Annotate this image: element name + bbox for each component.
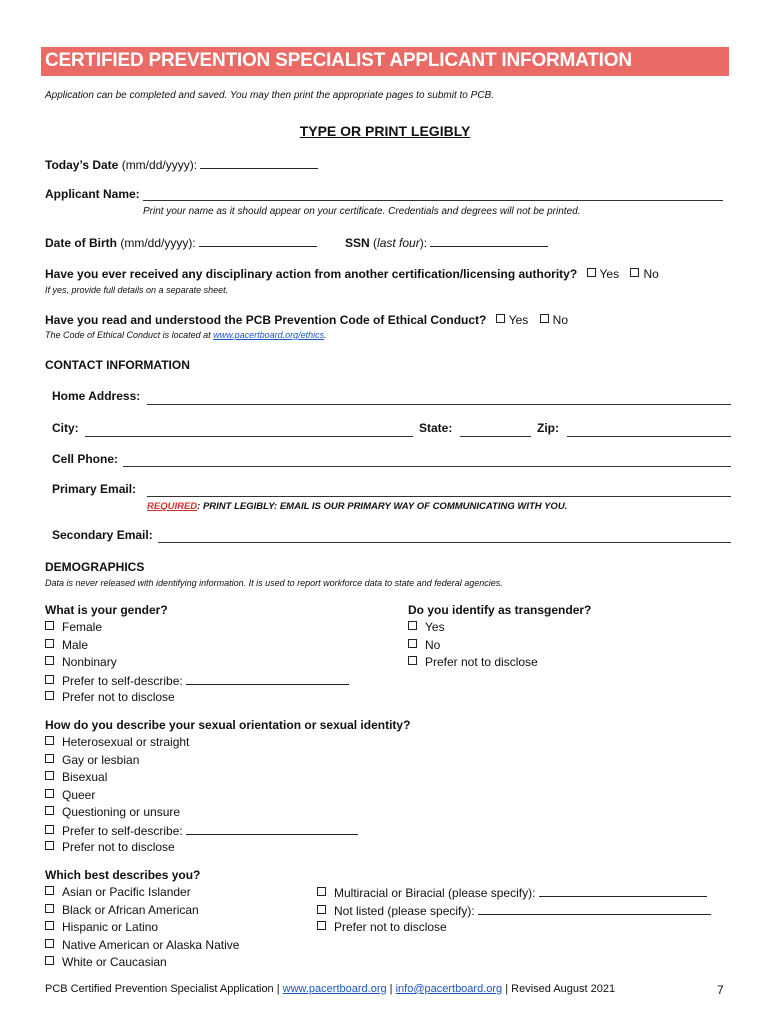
race-checkbox[interactable] <box>45 939 54 948</box>
race-checkbox[interactable] <box>45 921 54 930</box>
transgender-prefer-not-checkbox[interactable] <box>408 656 417 665</box>
disciplinary-row <box>45 267 659 281</box>
disciplinary-note: If yes, provide full details on a separate sheet. <box>45 285 229 295</box>
ethics-note <box>45 330 327 340</box>
option-label: Native American or Alaska Native <box>62 937 240 952</box>
orientation-option <box>45 823 358 841</box>
home-address-field[interactable] <box>147 404 731 405</box>
race-checkbox[interactable] <box>45 886 54 895</box>
cell-phone-label: Cell Phone: <box>52 452 119 466</box>
option-label: Prefer not to disclose <box>62 840 175 854</box>
orientation-option <box>45 788 358 806</box>
orientation-question: How do you describe your sexual orientation or sexual identity? <box>45 718 411 732</box>
transgender-options <box>408 620 538 673</box>
transgender-question: Do you identify as transgender? <box>408 603 592 617</box>
completion-note: Application can be completed and saved. You may then print the appropriate pages to submit to PCB. <box>45 90 494 101</box>
orientation-option <box>45 770 358 788</box>
gender-option <box>45 673 349 691</box>
ethics-question: Have you read and understood the PCB Prevention Code of Ethical Conduct? <box>45 313 487 327</box>
ethics-yes-label: Yes <box>508 313 529 327</box>
option-label: Prefer not to disclose <box>334 920 447 934</box>
ssn-paren-close: ): <box>419 236 428 250</box>
state-label: State: <box>419 421 453 435</box>
race-option <box>317 903 711 921</box>
applicant-name-hint: Print your name as it should appear on your certificate. Credentials and degrees will not be printed. <box>143 206 581 217</box>
race-checkbox[interactable] <box>317 887 326 896</box>
disciplinary-yes-label: Yes <box>599 267 620 281</box>
secondary-email-field[interactable] <box>158 542 731 543</box>
gender-option <box>45 620 349 638</box>
option-label: Bisexual <box>62 770 108 784</box>
race-option <box>317 920 711 938</box>
ethics-note-suffix: . <box>324 330 327 340</box>
zip-label: Zip: <box>537 421 559 435</box>
footer <box>45 983 615 995</box>
ethics-no-checkbox[interactable] <box>540 314 549 323</box>
page-number: 7 <box>717 983 724 997</box>
option-label: Female <box>62 620 103 634</box>
ethics-link[interactable]: www.pacertboard.org/ethics <box>213 330 325 340</box>
orientation-option <box>45 735 358 753</box>
transgender-yes-checkbox[interactable] <box>408 621 417 630</box>
ethics-note-prefix: The Code of Ethical Conduct is located at <box>45 330 214 340</box>
todays-date-label: Today’s Date <box>45 158 119 172</box>
ethics-row <box>45 313 568 327</box>
ethics-no-label: No <box>552 313 568 327</box>
applicant-name-label: Applicant Name: <box>45 187 140 201</box>
race-option <box>45 938 239 956</box>
orientation-checkbox[interactable] <box>45 736 54 745</box>
option-label: Male <box>62 637 89 652</box>
state-field[interactable] <box>460 436 531 437</box>
demographics-note: Data is never released with identifying information. It is used to report workforce data to state and federal agencies. <box>45 578 503 588</box>
footer-email-link[interactable]: info@pacertboard.org <box>395 983 503 995</box>
race-checkbox[interactable] <box>45 904 54 913</box>
disciplinary-no-label: No <box>643 267 659 281</box>
race-option <box>45 885 239 903</box>
option-label: Yes <box>425 620 445 634</box>
race-option <box>45 955 239 973</box>
todays-date-row <box>45 157 318 172</box>
gender-female-checkbox[interactable] <box>45 621 54 630</box>
footer-site-link[interactable]: www.pacertboard.org <box>282 983 387 995</box>
dob-row <box>45 235 317 250</box>
race-option <box>45 920 239 938</box>
demographics-heading: DEMOGRAPHICS <box>45 560 145 574</box>
race-option <box>317 885 711 903</box>
orientation-checkbox[interactable] <box>45 771 54 780</box>
zip-field[interactable] <box>567 436 731 437</box>
city-label: City: <box>52 421 79 435</box>
transgender-option <box>408 638 538 656</box>
gender-option <box>45 690 349 708</box>
orientation-checkbox[interactable] <box>45 806 54 815</box>
title-banner <box>41 47 729 76</box>
option-label: Asian or Pacific Islander <box>62 885 191 899</box>
option-label: Multiracial or Biracial (please specify): <box>334 886 539 900</box>
required-note <box>147 501 567 512</box>
footer-text: PCB Certified Prevention Specialist Application | <box>45 983 283 995</box>
race-checkbox[interactable] <box>45 956 54 965</box>
contact-heading: CONTACT INFORMATION <box>45 358 190 372</box>
required-label: REQUIRED <box>147 501 198 512</box>
gender-prefer-not-checkbox[interactable] <box>45 691 54 700</box>
ssn-hint: last four <box>377 236 420 250</box>
transgender-option <box>408 620 538 638</box>
dob-format: (mm/dd/yyyy): <box>117 236 196 250</box>
option-label: No <box>425 637 441 652</box>
secondary-email-label: Secondary Email: <box>52 528 153 542</box>
option-label: Prefer to self-describe: <box>62 823 187 838</box>
gender-option <box>45 655 349 673</box>
gender-male-checkbox[interactable] <box>45 639 54 648</box>
orientation-self-describe-field[interactable] <box>186 823 358 835</box>
option-label: Prefer not to disclose <box>425 655 538 669</box>
orientation-checkbox[interactable] <box>45 841 54 850</box>
city-field[interactable] <box>85 436 413 437</box>
todays-date-field[interactable] <box>200 157 318 169</box>
required-text: : PRINT LEGIBLY: EMAIL IS OUR PRIMARY WAY OF COMMUNICATING WITH YOU. <box>197 501 568 512</box>
race-checkbox[interactable] <box>317 905 326 914</box>
dob-label: Date of Birth <box>45 236 117 250</box>
page-title: CERTIFIED PREVENTION SPECIALIST APPLICANT INFORMATION <box>45 50 632 71</box>
gender-options <box>45 620 349 708</box>
ssn-paren-open: ( <box>369 236 378 250</box>
gender-option <box>45 638 349 656</box>
option-label: Prefer to self-describe: <box>62 673 187 688</box>
orientation-option <box>45 840 358 858</box>
orientation-checkbox[interactable] <box>45 789 54 798</box>
race-not-listed-field[interactable] <box>478 903 711 915</box>
race-options-right <box>317 885 711 938</box>
disciplinary-no-checkbox[interactable] <box>630 268 639 277</box>
option-label: Questioning or unsure <box>62 805 181 819</box>
race-options-left <box>45 885 239 973</box>
orientation-option <box>45 753 358 771</box>
option-label: White or Caucasian <box>62 955 167 969</box>
applicant-name-field[interactable] <box>143 200 723 201</box>
race-option <box>45 903 239 921</box>
option-label: Queer <box>62 787 96 802</box>
orientation-checkbox[interactable] <box>45 825 54 834</box>
option-label: Gay or lesbian <box>62 752 140 767</box>
transgender-option <box>408 655 538 673</box>
ethics-yes-checkbox[interactable] <box>496 314 505 323</box>
section-subtitle: TYPE OR PRINT LEGIBLY <box>299 123 471 139</box>
orientation-checkbox[interactable] <box>45 754 54 763</box>
race-multiracial-field[interactable] <box>539 885 707 897</box>
todays-date-format: (mm/dd/yyyy): <box>118 158 198 172</box>
dob-field[interactable] <box>199 235 317 247</box>
option-label: Not listed (please specify): <box>334 903 479 918</box>
gender-self-describe-checkbox[interactable] <box>45 675 54 684</box>
option-label: Nonbinary <box>62 655 117 669</box>
option-label: Prefer not to disclose <box>62 690 175 704</box>
option-label: Hispanic or Latino <box>62 920 159 934</box>
ssn-label: SSN <box>345 236 370 250</box>
disciplinary-yes-checkbox[interactable] <box>587 268 596 277</box>
home-address-label: Home Address: <box>52 389 141 403</box>
option-label: Black or African American <box>62 902 199 917</box>
gender-nonbinary-checkbox[interactable] <box>45 656 54 665</box>
cell-phone-field[interactable] <box>123 466 731 467</box>
gender-self-describe-field[interactable] <box>186 673 349 685</box>
option-label: Heterosexual or straight <box>62 735 190 749</box>
gender-question: What is your gender? <box>45 603 168 617</box>
race-checkbox[interactable] <box>317 921 326 930</box>
primary-email-field[interactable] <box>147 496 731 497</box>
orientation-option <box>45 805 358 823</box>
ssn-field[interactable] <box>430 235 548 247</box>
disciplinary-question: Have you ever received any disciplinary action from another certification/licensing authority? <box>45 267 578 281</box>
orientation-options <box>45 735 358 858</box>
footer-revised: | Revised August 2021 <box>502 983 616 995</box>
primary-email-label: Primary Email: <box>52 482 137 496</box>
footer-separator: | <box>386 983 396 995</box>
transgender-no-checkbox[interactable] <box>408 639 417 648</box>
race-question: Which best describes you? <box>45 868 201 882</box>
ssn-row <box>345 235 548 250</box>
